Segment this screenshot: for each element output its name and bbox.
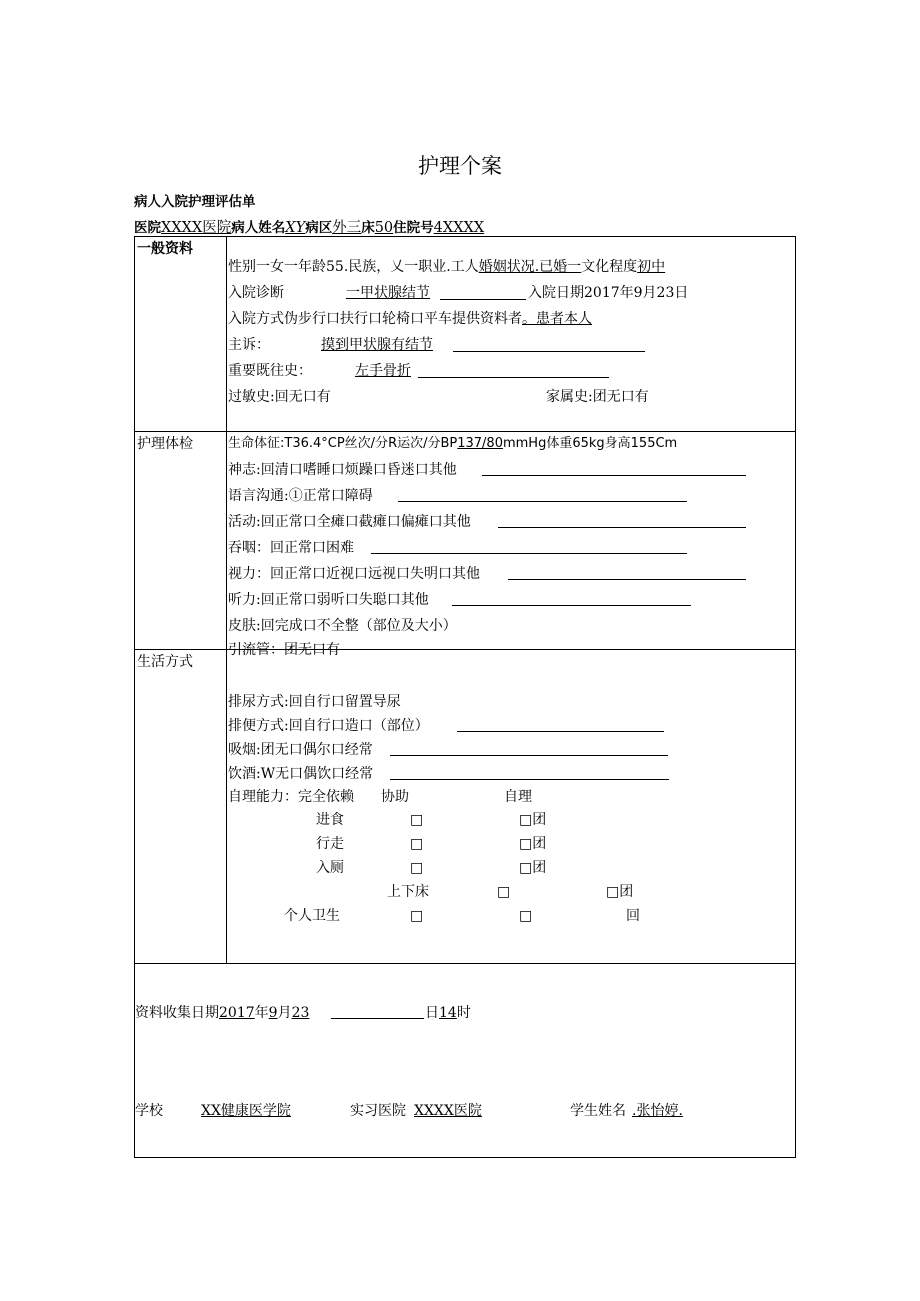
complaint-label: 主诉： [228,337,270,353]
consciousness-blank [482,475,746,476]
ward-value: 外三 [332,220,362,236]
checkbox-full: □ [410,908,424,924]
complaint-blank [453,351,645,352]
drinking-blank [390,779,669,780]
smoking: 吸烟:团无口偶尔口经常 [228,742,373,758]
admission-date: 入院日期2017年9月23日 [528,285,689,301]
intern-hospital-label: 实习医院 [350,1103,406,1119]
hospital-value: XXXX医院 [161,220,232,236]
selfcare-col-assist: 协助 [381,789,409,805]
ward-label: 病区 [305,220,333,236]
diagnosis-label: 入院诊断 [228,285,284,301]
family-history: 家属史:团无口有 [546,389,649,405]
section-label-exam: 护理体检 [137,436,193,452]
selfcare-item: 入厕 [316,860,344,876]
drinking: 饮酒:W无口偶饮口经常 [228,766,374,782]
defecation: 排便方式:回自行口造口（部位） [228,718,429,734]
label-column-divider [226,236,227,963]
checkbox-assist: □ [410,812,424,828]
skin: 皮肤:回完成口不全整（部位及大小） [228,618,457,634]
patient-name-value: XY [285,220,306,236]
collection-date: 资料收集日期2017年9月23 [135,1005,310,1021]
selfcare-item: 进食 [316,812,344,828]
activity: 活动:回正常口全瘫口截瘫口偏瘫口其他 [228,514,471,530]
checkbox-self: □团 [519,860,547,876]
collection-time: 日14时 [425,1005,471,1021]
urination: 排尿方式:回自行口留置导尿 [228,694,401,710]
selfcare-label: 自理能力：完全依赖 [228,789,354,805]
speech: 语言沟通:①正常口障碍 [228,488,373,504]
checkbox-self: □团 [519,836,547,852]
checkbox-assist: □ [410,860,424,876]
activity-blank [498,527,746,528]
swallowing: 吞咽：回正常口困难 [228,540,354,556]
vital-signs: 生命体征:T36.4°CP丝次/分R运次/分BP137/80mmHg体重65kg身高155Cm [228,436,678,451]
section-label-life: 生活方式 [137,654,193,670]
defecation-blank [457,731,664,732]
diagnosis-value: 一甲状腺结节 [346,285,430,301]
selfcare-col-self: 自理 [504,789,532,805]
cut-off-line [228,641,428,658]
admission-no-label: 住院号 [393,220,434,236]
checkbox-self: 回 [626,908,640,924]
vision: 视力：回正常口近视口远视口失明口其他 [228,566,480,582]
collection-date-blank [331,1018,424,1019]
checkbox-assist: □ [410,836,424,852]
student-name-label: 学生姓名 [570,1103,626,1119]
patient-header [134,219,484,237]
consciousness: 神志:回清口嗜睡口烦躁口昏迷口其他 [228,462,457,478]
history-value: 左手骨折 [355,363,411,379]
bed-value: 50 [374,220,394,236]
hearing-blank [452,605,691,606]
section-label-general: 一般资料 [137,241,193,257]
vision-blank [508,579,746,580]
history-label: 重要既往史： [228,363,312,379]
selfcare-item: 上下床 [387,884,429,900]
allergy-history: 过敏史:回无口有 [228,389,331,405]
speech-blank [398,501,687,502]
school-value: XX健康医学院 [201,1103,291,1119]
intern-hospital-value: XXXX医院 [414,1103,482,1119]
drainage-tube: 引流管：团无口有 [228,642,340,658]
hearing: 听力:回正常口弱听口失聪口其他 [228,592,429,608]
selfcare-item: 个人卫生 [284,908,340,924]
page-title: 护理个案 [418,154,502,178]
form-title: 病人入院护理评估单 [134,194,256,210]
selfcare-item: 行走 [316,836,344,852]
admission-no-value: 4XXXX [433,220,485,236]
diagnosis-blank [440,299,526,300]
history-blank [418,377,609,378]
student-name-value: .张怡婷. [632,1103,683,1119]
row-divider-footer [134,963,796,964]
smoking-blank [390,755,668,756]
hospital-label: 医院 [134,220,161,236]
checkbox-assist: □ [519,908,533,924]
checkbox-self: □团 [606,884,634,900]
complaint-value: 摸到甲状腺有结节 [321,337,433,353]
checkbox-self: □团 [519,812,547,828]
general-line-1: 性别一女一年龄55.民族，乂一职业.工人婚姻状况.已婚一文化程度初中 [228,259,666,275]
admission-mode: 入院方式伪步行口扶行口轮椅口平车提供资料者。患者本人 [228,311,592,327]
school-label: 学校 [135,1103,163,1119]
row-divider-exam [134,431,796,432]
bed-label: 床 [361,220,375,236]
patient-name-label: 病人姓名 [231,220,286,236]
swallowing-blank [371,553,687,554]
checkbox-assist: □ [497,884,511,900]
